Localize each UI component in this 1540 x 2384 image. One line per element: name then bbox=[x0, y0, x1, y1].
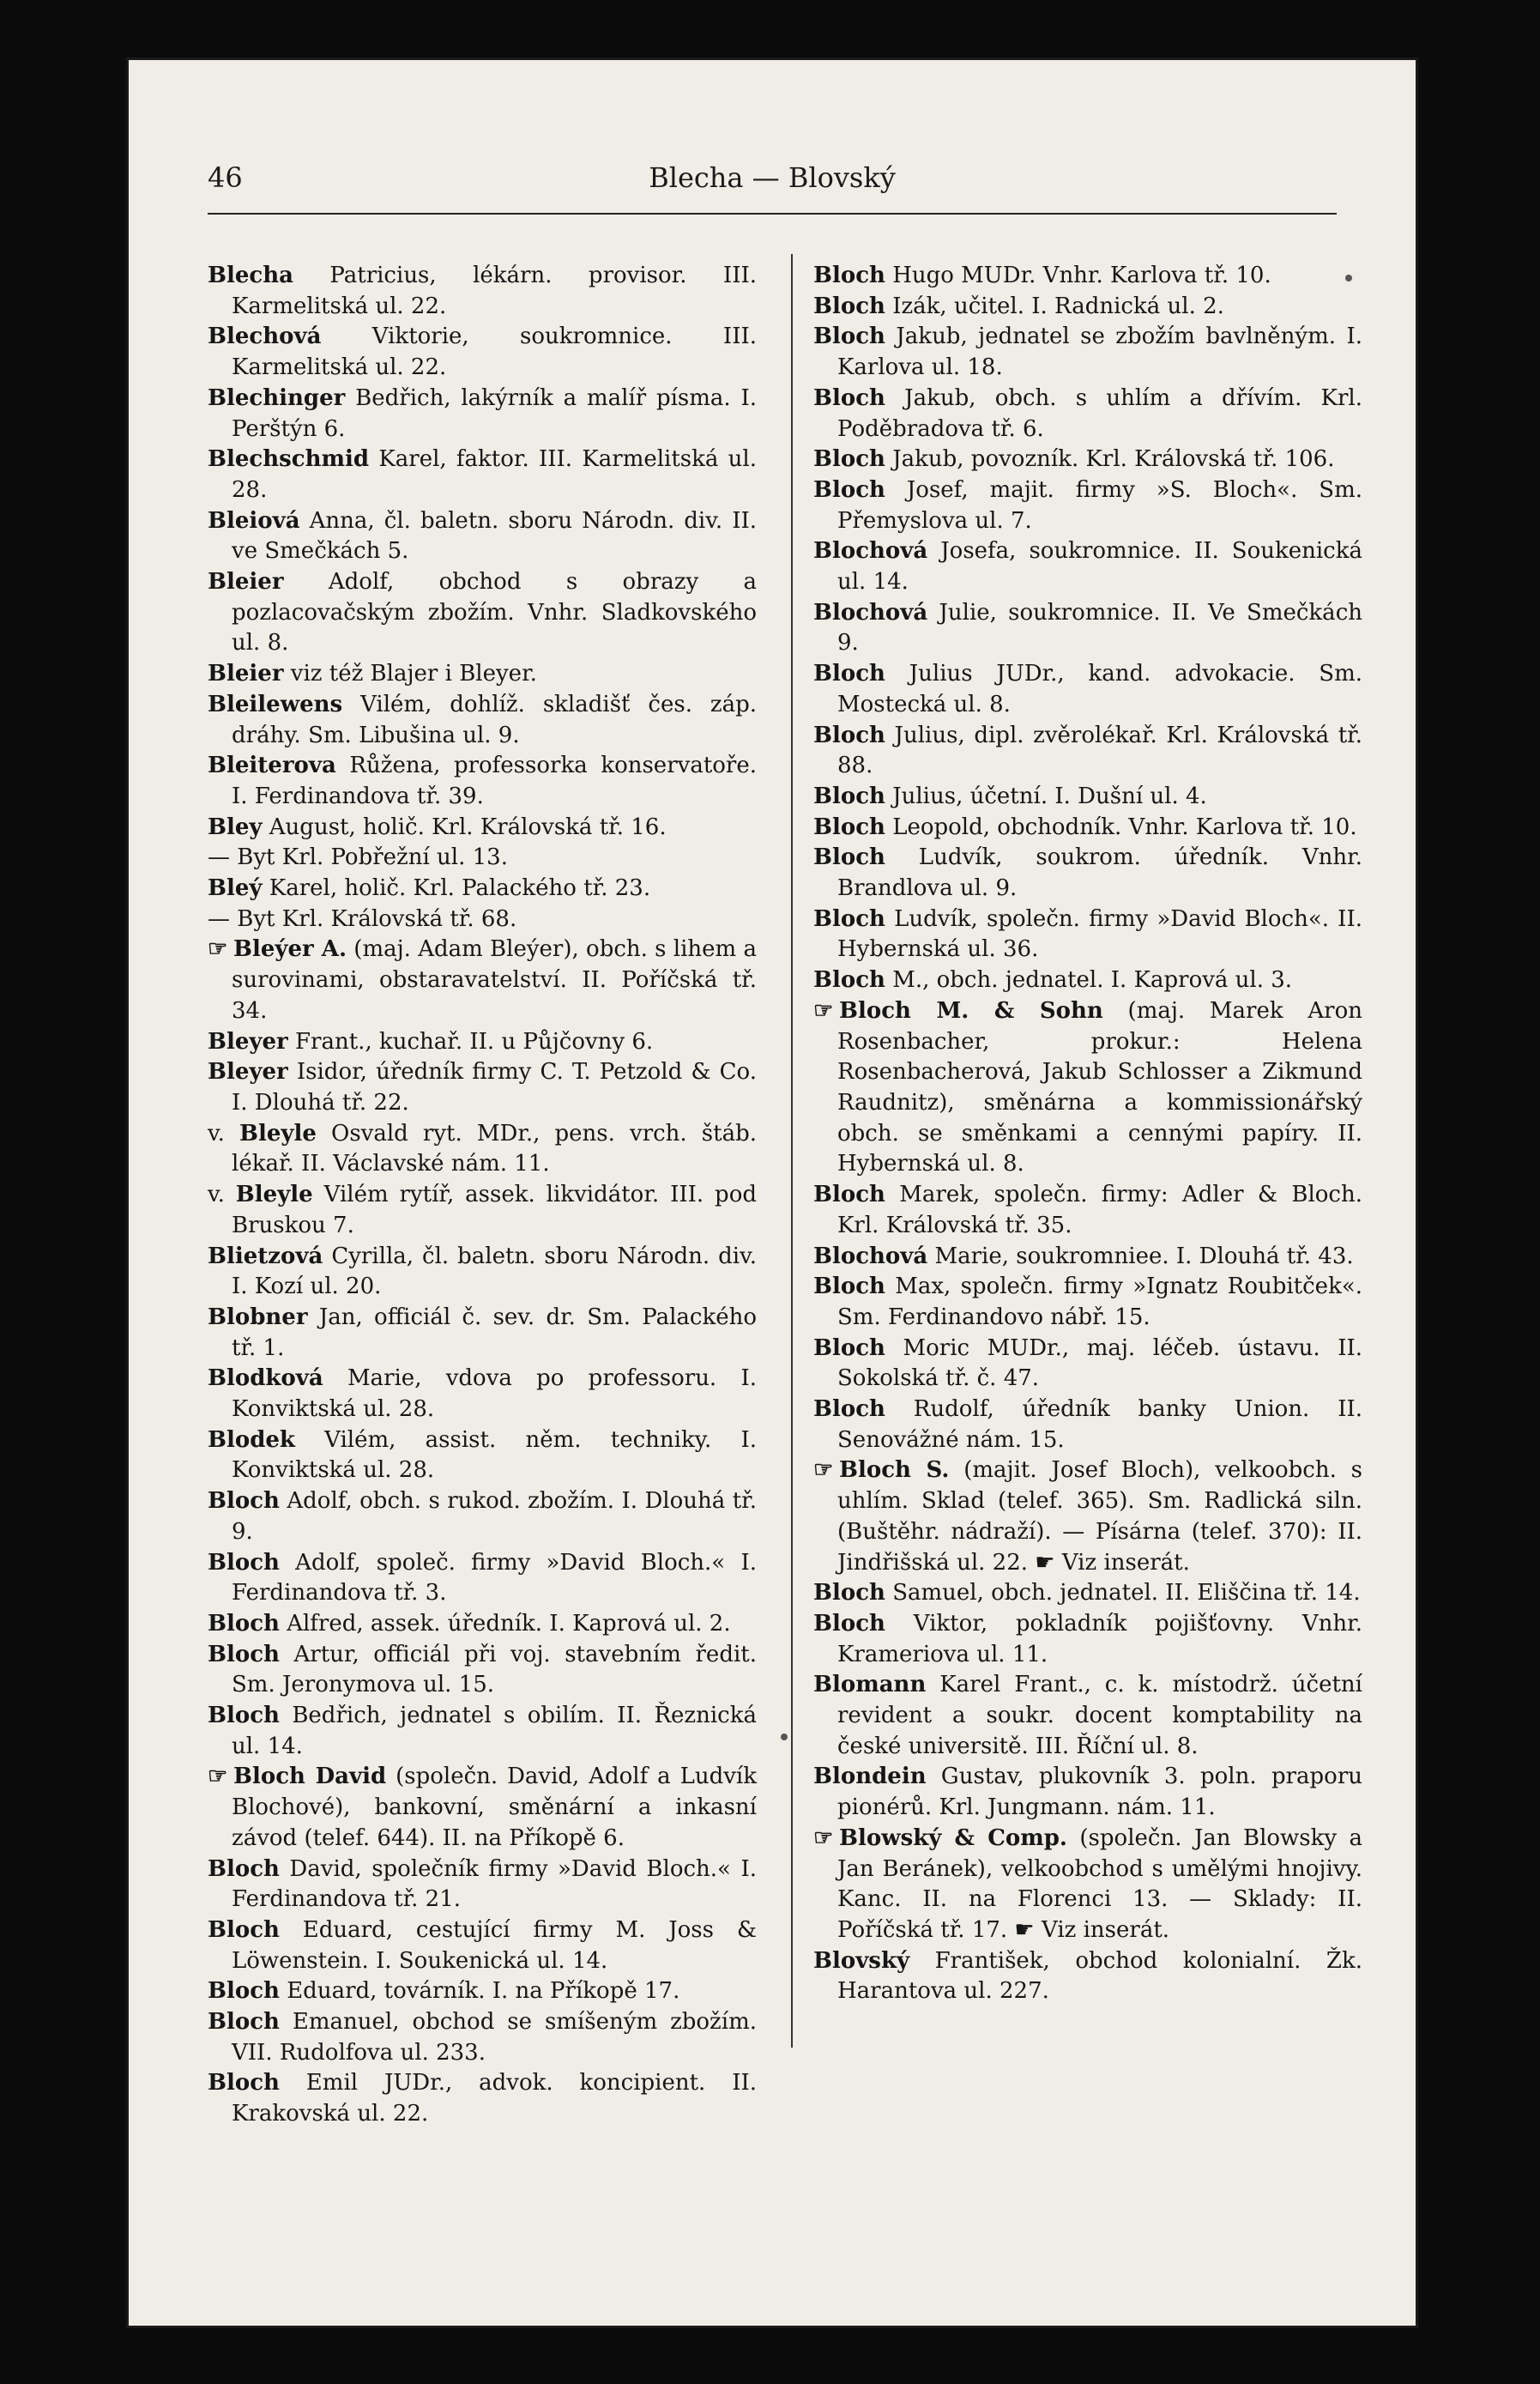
entry-name: Bley bbox=[208, 814, 263, 840]
directory-entry bbox=[813, 996, 1362, 1180]
entry-name: Blowský & Comp. bbox=[839, 1824, 1067, 1851]
entry-details: Adolf, obch. s rukod. zbožím. I. Dlouhá tř. 9. bbox=[232, 1488, 757, 1545]
entry-name: Bloch bbox=[813, 384, 885, 411]
directory-entry bbox=[813, 1609, 1362, 1670]
entry-name: Bloch bbox=[208, 1641, 280, 1667]
directory-entry bbox=[813, 782, 1362, 813]
entry-details: — Byt Krl. Královská tř. 68. bbox=[208, 905, 517, 932]
directory-entry bbox=[208, 935, 757, 1026]
directory-entry bbox=[813, 1946, 1362, 2007]
entry-name: Bloch bbox=[813, 476, 885, 503]
directory-entry bbox=[813, 322, 1362, 383]
entry-name: Bloch bbox=[813, 783, 885, 809]
entry-name: Blietzová bbox=[208, 1243, 323, 1269]
right-column bbox=[813, 261, 1362, 2007]
entry-details: František, obchod kolonialní. Žk. Harantova ul. 227. bbox=[837, 1947, 1362, 2005]
entry-details: Viktorie, soukromnice. III. Karmelitská ul. 22. bbox=[232, 324, 757, 381]
entry-details: Gustav, plukovník 3. poln. praporu pionérů. Krl. Jungmann. nám. 11. bbox=[837, 1764, 1362, 1821]
entry-details: Julius JUDr., kand. advokacie. Sm. Mostecká ul. 8. bbox=[837, 661, 1362, 717]
entry-name: Blochová bbox=[813, 1243, 928, 1269]
column-divider bbox=[791, 254, 793, 2048]
entry-details: Jakub, povozník. Krl. Královská tř. 106. bbox=[885, 446, 1335, 473]
entry-details: Rudolf, úředník banky Union. II. Senovážné nám. 15. bbox=[837, 1396, 1362, 1453]
print-speck bbox=[1345, 275, 1352, 281]
entry-details: August, holič. Krl. Královská tř. 16. bbox=[262, 814, 667, 840]
entry-name: Bloch bbox=[813, 844, 885, 871]
running-title: Blecha — Blovský bbox=[649, 161, 896, 194]
entry-details: Jakub, obch. s uhlím a dřívím. Krl. Poděbradova tř. 6. bbox=[837, 384, 1362, 442]
entry-name: Blodková bbox=[208, 1365, 323, 1392]
directory-entry bbox=[813, 1824, 1362, 1946]
directory-entry bbox=[813, 965, 1362, 996]
entry-name: Blondein bbox=[813, 1764, 927, 1790]
entry-details: Julius, účetní. I. Dušní ul. 4. bbox=[885, 783, 1207, 809]
entry-name: Bleier bbox=[208, 569, 284, 596]
entry-details: Jan, officiál č. sev. dr. Sm. Palackého tř. 1. bbox=[232, 1304, 757, 1361]
entry-name: Bloch bbox=[813, 905, 885, 932]
entry-details: (maj. Marek Aron Rosenbacher, prokur.: Helena Rosenbacherová, Jakub Schlosser a Zikmund Raudnitz), směnárna a kommissionářský obch. se směnkami a cennými papíry. II. Hybernská ul. 8. bbox=[837, 997, 1362, 1177]
entry-name: Bloch bbox=[208, 1549, 280, 1576]
entry-name: Bloch bbox=[208, 1916, 280, 1943]
directory-entry bbox=[208, 813, 757, 844]
entry-details: Marie, soukromniee. I. Dlouhá tř. 43. bbox=[927, 1243, 1354, 1269]
directory-entry bbox=[813, 843, 1362, 904]
directory-entry bbox=[813, 445, 1362, 475]
document-page bbox=[129, 60, 1416, 2326]
entry-details: Patricius, lékárn. provisor. III. Karmelitská ul. 22. bbox=[232, 263, 757, 319]
entry-details: Moric MUDr., maj. léčeb. ústavu. II. Sokolská tř. č. 47. bbox=[837, 1334, 1362, 1392]
page-header bbox=[208, 161, 1337, 206]
entry-name: Bloch bbox=[813, 661, 885, 687]
directory-entry bbox=[813, 1180, 1362, 1241]
entry-details: Cyrilla, čl. baletn. sboru Národn. div. I. Kozí ul. 20. bbox=[232, 1243, 757, 1300]
entry-name: Bleyle bbox=[239, 1120, 317, 1147]
directory-entry bbox=[208, 874, 757, 905]
pointing-hand-icon: ☞ bbox=[813, 1824, 834, 1851]
entry-name: Bloch bbox=[208, 1978, 280, 2005]
directory-entry bbox=[208, 1855, 757, 1915]
entry-details: Josefa, soukromnice. II. Soukenická ul. 14. bbox=[837, 538, 1362, 596]
entry-name: Bleyer bbox=[208, 1028, 288, 1055]
page-number: 46 bbox=[208, 161, 243, 194]
entry-name: Bleier bbox=[208, 661, 284, 687]
entry-details: Bedřich, jednatel s obilím. II. Řeznická ul. 14. bbox=[232, 1703, 757, 1759]
entry-name: Bloch bbox=[813, 324, 885, 350]
entry-name: Bloch bbox=[813, 1610, 885, 1637]
entry-details: M., obch. jednatel. I. Kaprová ul. 3. bbox=[885, 967, 1293, 994]
directory-entry bbox=[208, 1762, 757, 1854]
entry-details: Růžena, professorka konservatoře. I. Ferdinandova tř. 39. bbox=[232, 753, 757, 809]
entry-name: Bleilewens bbox=[208, 691, 343, 717]
entry-name: Bleý bbox=[208, 875, 263, 902]
entry-name: Blechinger bbox=[208, 384, 346, 411]
entry-details: — Byt Krl. Pobřežní ul. 13. bbox=[208, 844, 508, 871]
directory-entry bbox=[208, 1548, 757, 1609]
entry-details: Viktor, pokladník pojišťovny. Vnhr. Krameriova ul. 11. bbox=[837, 1610, 1362, 1667]
entry-details: Izák, učitel. I. Radnická ul. 2. bbox=[885, 293, 1224, 319]
directory-entry bbox=[813, 1762, 1362, 1823]
entry-details: Karel, faktor. III. Karmelitská ul. 28. bbox=[232, 446, 757, 503]
entry-name: Blecha bbox=[208, 263, 293, 288]
entry-details: Marie, vdova po professoru. I. Konviktská ul. 28. bbox=[232, 1365, 757, 1423]
directory-entry bbox=[813, 598, 1362, 659]
directory-entry bbox=[208, 751, 757, 812]
entry-details: Eduard, cestující firmy M. Joss & Löwenstein. I. Soukenická ul. 14. bbox=[232, 1916, 757, 1974]
entry-details: Vilém, assist. něm. techniky. I. Konviktská ul. 28. bbox=[232, 1426, 757, 1484]
entry-name: Bloch bbox=[813, 722, 885, 748]
entry-details: Artur, officiál při voj. stavebním ředit. Sm. Jeronymova ul. 15. bbox=[232, 1641, 757, 1698]
directory-entry bbox=[208, 1364, 757, 1425]
directory-entry bbox=[813, 384, 1362, 445]
entry-details: Ludvík, soukrom. úředník. Vnhr. Brandlova ul. 9. bbox=[837, 844, 1362, 902]
entry-details: Emil JUDr., advok. koncipient. II. Krakovská ul. 22. bbox=[232, 2070, 757, 2127]
entry-name: Bloch bbox=[208, 1610, 280, 1637]
entry-name: Bloch bbox=[208, 1488, 280, 1515]
entry-prefix: v. bbox=[208, 1120, 239, 1147]
directory-entry bbox=[813, 292, 1362, 323]
directory-entry bbox=[208, 1242, 757, 1303]
entry-details: Ludvík, společn. firmy »David Bloch«. II. Hybernská ul. 36. bbox=[837, 905, 1362, 963]
entry-details: Jakub, jednatel se zbožím bavlněným. I. Karlova ul. 18. bbox=[837, 324, 1362, 381]
entry-details: Samuel, obch. jednatel. II. Eliščina tř. 14. bbox=[885, 1580, 1361, 1606]
entry-name: Bleiterova bbox=[208, 753, 336, 779]
directory-entry bbox=[208, 1027, 757, 1058]
directory-entry bbox=[813, 475, 1362, 536]
entry-name: Bloch bbox=[813, 967, 885, 994]
entry-name: Blobner bbox=[208, 1304, 308, 1330]
entry-name: Blodek bbox=[208, 1426, 295, 1453]
directory-entry bbox=[208, 384, 757, 445]
entry-name: Bloch bbox=[208, 1703, 280, 1729]
directory-entry bbox=[208, 322, 757, 383]
entry-details: (majit. Josef Bloch), velkoobch. s uhlím. Sklad (telef. 365). Sm. Radlická siln. (Buštěhr. nádraží). — Písárna (telef. 370): II. Jindřišská ul. 22. ☛ Viz inserát. bbox=[837, 1457, 1362, 1576]
entry-name: Bloch bbox=[813, 446, 885, 473]
entry-details: David, společník firmy »David Bloch.« I. Ferdinandova tř. 21. bbox=[232, 1855, 757, 1913]
directory-entry bbox=[208, 1119, 757, 1180]
entry-details: (společn. Jan Blowsky a Jan Beránek), velkoobchod s umělými hnojivy. Kanc. II. na Florenci 13. — Sklady: II. Poříčská tř. 17. ☛ Viz inserát. bbox=[837, 1824, 1362, 1943]
entry-name: Blomann bbox=[813, 1672, 927, 1698]
entry-details: (maj. Adam Bleýer), obch. s lihem a surovinami, obstaravatelství. II. Poříčská tř. 34. bbox=[232, 936, 757, 1024]
directory-entry bbox=[208, 905, 757, 935]
directory-entry bbox=[208, 1701, 757, 1762]
directory-entry bbox=[208, 1640, 757, 1701]
entry-name: Bloch bbox=[813, 814, 885, 840]
entry-name: Bloch S. bbox=[839, 1457, 950, 1484]
entry-name: Bleyer bbox=[208, 1059, 288, 1086]
directory-entry bbox=[208, 506, 757, 567]
entry-details: Vilém, dohlíž. skladišť čes. záp. dráhy. Sm. Libušina ul. 9. bbox=[232, 691, 757, 748]
entry-name: Bloch bbox=[208, 1855, 280, 1882]
entry-details: Karel, holič. Krl. Palackého tř. 23. bbox=[262, 875, 651, 902]
directory-entry bbox=[208, 843, 757, 874]
pointing-hand-icon: ☞ bbox=[208, 1764, 228, 1790]
directory-entry bbox=[208, 261, 757, 322]
entry-name: Bleyle bbox=[235, 1182, 313, 1208]
directory-entry bbox=[813, 1395, 1362, 1455]
entry-name: Blechschmid bbox=[208, 446, 370, 473]
entry-details: Anna, čl. baletn. sboru Národn. div. II. ve Smečkách 5. bbox=[232, 507, 757, 565]
entry-details: Frant., kuchař. II. u Půjčovny 6. bbox=[287, 1028, 654, 1055]
entry-name: Blochová bbox=[813, 538, 928, 565]
entry-details: Bedřich, lakýrník a malíř písma. I. Perštýn 6. bbox=[232, 384, 757, 442]
directory-entry bbox=[813, 1455, 1362, 1578]
entry-name: Bloch bbox=[208, 2009, 280, 2036]
entry-details: Julius, dipl. zvěrolékař. Krl. Královská tř. 88. bbox=[837, 722, 1362, 779]
directory-entry bbox=[208, 1486, 757, 1547]
directory-entry bbox=[208, 2068, 757, 2129]
entry-prefix: v. bbox=[208, 1182, 236, 1208]
entry-name: Bloch David bbox=[233, 1764, 387, 1790]
entry-details: Isidor, úředník firmy C. T. Petzold & Co. I. Dlouhá tř. 22. bbox=[232, 1059, 757, 1116]
directory-entry bbox=[813, 659, 1362, 720]
directory-entry bbox=[208, 1609, 757, 1640]
pointing-hand-icon: ☞ bbox=[813, 997, 834, 1024]
entry-name: Blochová bbox=[813, 599, 928, 626]
entry-details: viz též Blajer i Bleyer. bbox=[283, 661, 537, 687]
directory-entry bbox=[813, 1242, 1362, 1273]
directory-entry bbox=[208, 1180, 757, 1241]
entry-details: Marek, společn. firmy: Adler & Bloch. Krl. Královská tř. 35. bbox=[837, 1182, 1362, 1238]
pointing-hand-icon: ☞ bbox=[208, 936, 228, 963]
entry-details: Julie, soukromnice. II. Ve Smečkách 9. bbox=[837, 599, 1362, 657]
entry-details: Hugo MUDr. Vnhr. Karlova tř. 10. bbox=[885, 263, 1271, 288]
entry-details: Vilém rytíř, assek. likvidátor. III. pod Bruskou 7. bbox=[232, 1182, 757, 1238]
directory-entry bbox=[208, 690, 757, 751]
entry-name: Bleýer A. bbox=[233, 936, 347, 963]
directory-entry bbox=[208, 1976, 757, 2007]
entry-details: Leopold, obchodník. Vnhr. Karlova tř. 10. bbox=[885, 814, 1357, 840]
entry-name: Bloch bbox=[813, 1334, 885, 1361]
entry-details: Alfred, assek. úředník. I. Kaprová ul. 2. bbox=[279, 1610, 731, 1637]
entry-name: Bleiová bbox=[208, 507, 300, 534]
left-column bbox=[208, 261, 757, 2130]
pointing-hand-icon: ☞ bbox=[813, 1457, 834, 1484]
entry-details: Eduard, továrník. I. na Příkopě 17. bbox=[279, 1978, 680, 2005]
entry-details: Adolf, společ. firmy »David Bloch.« I. Ferdinandova tř. 3. bbox=[232, 1549, 757, 1606]
directory-entry bbox=[813, 721, 1362, 782]
directory-entry bbox=[208, 1425, 757, 1486]
entry-name: Bloch bbox=[813, 1182, 885, 1208]
entry-details: Osvald ryt. MDr., pens. vrch. štáb. lékař. II. Václavské nám. 11. bbox=[232, 1120, 757, 1177]
entry-name: Bloch bbox=[813, 1396, 885, 1423]
directory-entry bbox=[813, 1670, 1362, 1762]
entry-name: Blovský bbox=[813, 1947, 910, 1974]
entry-details: (společn. David, Adolf a Ludvík Blochové), bankovní, směnární a inkasní závod (telef. 644). II. na Příkopě 6. bbox=[232, 1764, 757, 1851]
directory-entry bbox=[813, 1272, 1362, 1333]
print-speck bbox=[781, 1734, 788, 1740]
directory-entry bbox=[208, 1057, 757, 1118]
entry-details: Josef, majit. firmy »S. Bloch«. Sm. Přemyslova ul. 7. bbox=[837, 476, 1362, 534]
directory-entry bbox=[813, 1578, 1362, 1609]
header-rule bbox=[208, 213, 1337, 215]
entry-name: Blechová bbox=[208, 324, 322, 350]
directory-entry bbox=[813, 536, 1362, 597]
entry-name: Bloch bbox=[813, 1274, 885, 1300]
directory-entry bbox=[813, 261, 1362, 292]
directory-entry bbox=[208, 1303, 757, 1364]
directory-entry bbox=[208, 659, 757, 690]
directory-entry bbox=[208, 445, 757, 505]
entry-name: Bloch bbox=[208, 2070, 280, 2097]
entry-name: Bloch M. & Sohn bbox=[839, 997, 1103, 1024]
directory-entry bbox=[208, 567, 757, 659]
entry-name: Bloch bbox=[813, 1580, 885, 1606]
entry-details: Emanuel, obchod se smíšeným zbožím. VII. Rudolfova ul. 233. bbox=[232, 2009, 757, 2066]
directory-entry bbox=[813, 905, 1362, 965]
entry-name: Bloch bbox=[813, 263, 885, 288]
entry-details: Max, společn. firmy »Ignatz Roubitček«. Sm. Ferdinandovo nábř. 15. bbox=[837, 1274, 1362, 1330]
directory-entry bbox=[208, 1915, 757, 1976]
entry-details: Karel Frant., c. k. místodrž. účetní revident a soukr. docent komptability na české universitě. III. Říční ul. 8. bbox=[837, 1672, 1362, 1759]
directory-entry bbox=[813, 813, 1362, 844]
entry-details: Adolf, obchod s obrazy a pozlacovačským zbožím. Vnhr. Sladkovského ul. 8. bbox=[232, 569, 757, 657]
directory-entry bbox=[208, 2007, 757, 2068]
entry-name: Bloch bbox=[813, 293, 885, 319]
directory-entry bbox=[813, 1334, 1362, 1395]
